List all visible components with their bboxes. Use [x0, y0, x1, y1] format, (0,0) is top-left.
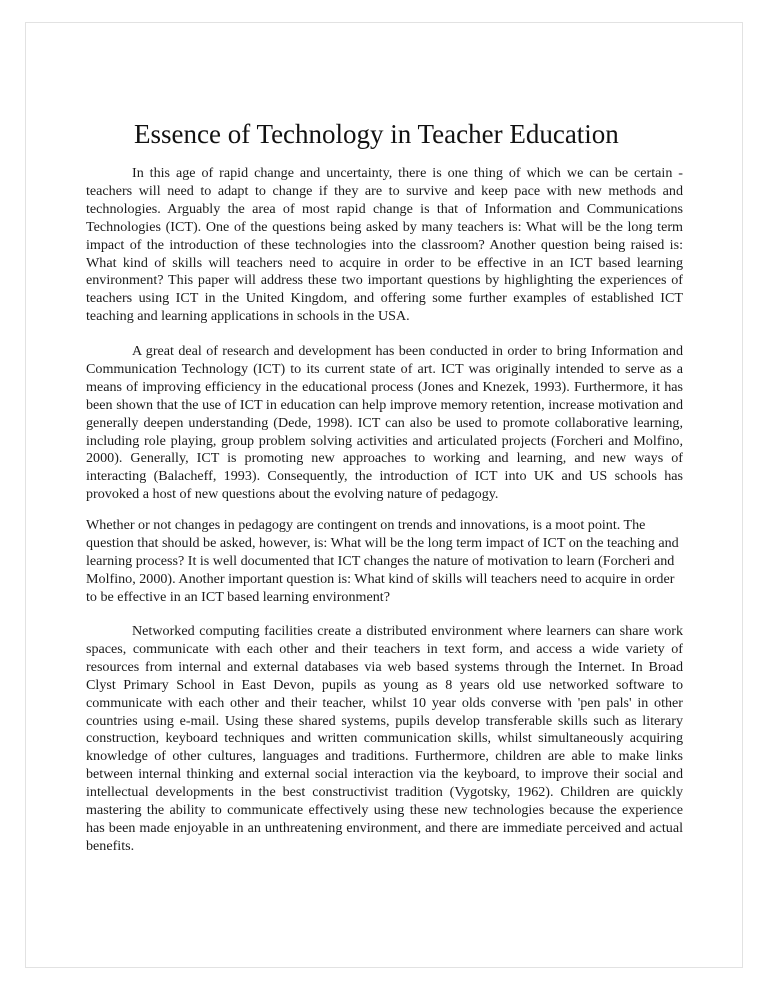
document-title: Essence of Technology in Teacher Education [134, 119, 619, 149]
paragraph-4: Networked computing facilities create a distributed environment where learners can share work spaces, communicate with each other and their teachers in text form, and access a wide variety of resources from internal and external databases via web based systems through the Internet. In Broad Clyst Primary School in East Devon, pupils as young as 8 years old use networked software to communicate with each other and their teacher, whilst 10 year olds converse with 'pen pals' in other countries using e-mail. Using these shared systems, pupils develop transferable skills such as literary construction, keyboard techniques and written communication skills, whilst simultaneously acquiring knowledge of other cultures, languages and traditions. Furthermore, children are able to make links between internal thinking and external social interaction via the keyboard, to improve their social and intellectual developments in the best constructivist tradition (Vygotsky, 1962). Children are quickly mastering the ability to communicate effectively using these new technologies because the experience has been made enjoyable in an unthreatening environment, and there are immediate perceived and actual benefits. [86, 623, 683, 854]
paragraph-2: A great deal of research and development has been conducted in order to bring Information and Communication Technology (ICT) to its current state of art. ICT was originally intended to serve as a means of improving efficiency in the educational process (Jones and Knezek, 1993). Furthermore, it has been shown that the use of ICT in education can help improve memory retention, increase motivation and generally deepen understanding (Dede, 1998). ICT can also be used to promote collaborative learning, including role playing, group problem solving activities and articulated projects (Forcheri and Molfino, 2000). Generally, ICT is promoting new approaches to working and learning, and new ways of interacting (Balacheff, 1993). Consequently, the introduction of ICT into UK and US schools has provoked a host of new questions about the evolving nature of pedagogy. [86, 343, 683, 503]
paragraph-1: In this age of rapid change and uncertainty, there is one thing of which we can be certain - teachers will need to adapt to change if they are to survive and keep pace with new methods and technologies. Arguably the area of most rapid change is that of Information and Communications Technologies (ICT). One of the questions being asked by many teachers is: What will be the long term impact of the introduction of these technologies into the classroom? Another question being raised is: What kind of skills will teachers need to acquire in order to be effective in an ICT based learning environment? This paper will address these two important questions by highlighting the experiences of teachers using ICT in the United Kingdom, and offering some further examples of established ICT teaching and learning applications in schools in the USA. [86, 165, 683, 325]
paragraph-3: Whether or not changes in pedagogy are contingent on trends and innovations, is a moot point. The question that should be asked, however, is: What will be the long term impact of ICT on the teaching and learning process? It is well documented that ICT changes the nature of motivation to learn (Forcheri and Molfino, 2000). Another important question is: What kind of skills will teachers need to acquire in order to be effective in an ICT based learning environment? [86, 517, 679, 605]
